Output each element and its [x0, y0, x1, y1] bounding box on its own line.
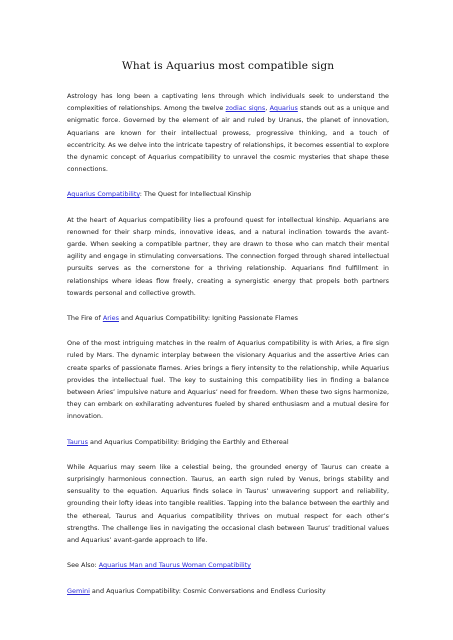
see-also-link[interactable]: Aquarius Man and Taurus Woman Compatibility [98, 561, 251, 570]
intro-paragraph [67, 90, 389, 175]
section-heading-gemini [67, 585, 389, 597]
section-heading-text: and Aquarius Compatibility: Cosmic Conversations and Endless Curiosity [89, 586, 326, 595]
section-body-aries: One of the most intriguing matches in the realm of Aquarius compatibility is with Aries, a fire sign ruled by Mars. The dynamic interplay between the visionary Aquarius and the assertive Aries can create sparks of passionate flames. Aries brings a fiery intensity to the relationship, while Aquarius provides the intellectual fuel. The key to sustaining this compatibility lies in finding a balance between Aries’ impulsive nature and Aquarius’ need for freedom. When these two signs harmonize, they can embark on exhilarating adventures fueled by shared enthusiasm and a mutual desire for innovation. [67, 339, 389, 421]
see-also-line [67, 559, 389, 571]
see-also-label: See Also: [67, 561, 99, 570]
taurus-link[interactable]: Taurus [67, 437, 88, 446]
intro-text-1: Astrology has long been a captivating lens through which individuals seek to understand the complexities of relationships. Among the twelve [67, 92, 389, 113]
zodiac-signs-link[interactable]: zodiac signs [225, 104, 266, 113]
aquarius-link[interactable]: Aquarius [269, 104, 298, 113]
section-body-taurus: While Aquarius may seem like a celestial being, the grounded energy of Taurus can create a surprisingly harmonious connection. Taurus, an earth sign ruled by Venus, brings stability and sensuality to the equation. Aquarius finds solace in Taurus’ unwavering support and reliability, grounding their lofty ideas into tangible realities. Tapping into the balance between the earthly and the ethereal, Taurus and Aquarius compatibility thrives on mutual respect for each other’s strengths. The challenge lies in navigating the occasional clash between Taurus’ traditional values and Aquarius’ avant-garde approach to life. [67, 462, 389, 545]
section-heading-prefix: The Fire of [67, 314, 103, 323]
section-heading-intellectual-kinship [67, 188, 389, 200]
section-heading-taurus [67, 436, 389, 448]
section-heading-text: : The Quest for Intellectual Kinship [139, 190, 252, 199]
intro-text-3: stands out as a unique and enigmatic force. Governed by the element of air and ruled by Uranus, the planet of innovation, Aquarians are known for their intellectual prowess, progressive thinking, and a touch of eccentricity. As we delve into the intricate tapestry of relationships, it becomes essential to explore the dynamic concept of Aquarius compatibility to unravel the cosmic mysteries that shape these connections. [67, 104, 389, 174]
aries-link[interactable]: Aries [102, 314, 119, 323]
page-title: What is Aquarius most compatible sign [121, 60, 335, 72]
intro-text-2: , [265, 104, 270, 113]
section-body-intellectual-kinship: At the heart of Aquarius compatibility lies a profound quest for intellectual kinship. Aquarians are renowned for their sharp minds, innovative ideas, and a natural inclination towards the avant-garde. When seeking a compatible partner, they are drawn to those who can match their mental agility and engage in stimulating conversations. The connection forged through shared intellectual pursuits serves as the cornerstone for a thriving relationship. Aquarians find fulfillment in relationships where ideas flow freely, creating a synergistic energy that propels both partners towards personal and collective growth. [67, 215, 389, 297]
section-heading-text: and Aquarius Compatibility: Bridging the Earthly and Ethereal [87, 437, 289, 446]
aquarius-compatibility-link[interactable]: Aquarius Compatibility [67, 190, 140, 199]
section-heading-aries [67, 312, 389, 324]
gemini-link[interactable]: Gemini [67, 586, 90, 595]
section-heading-text: and Aquarius Compatibility: Igniting Passionate Flames [118, 314, 298, 323]
